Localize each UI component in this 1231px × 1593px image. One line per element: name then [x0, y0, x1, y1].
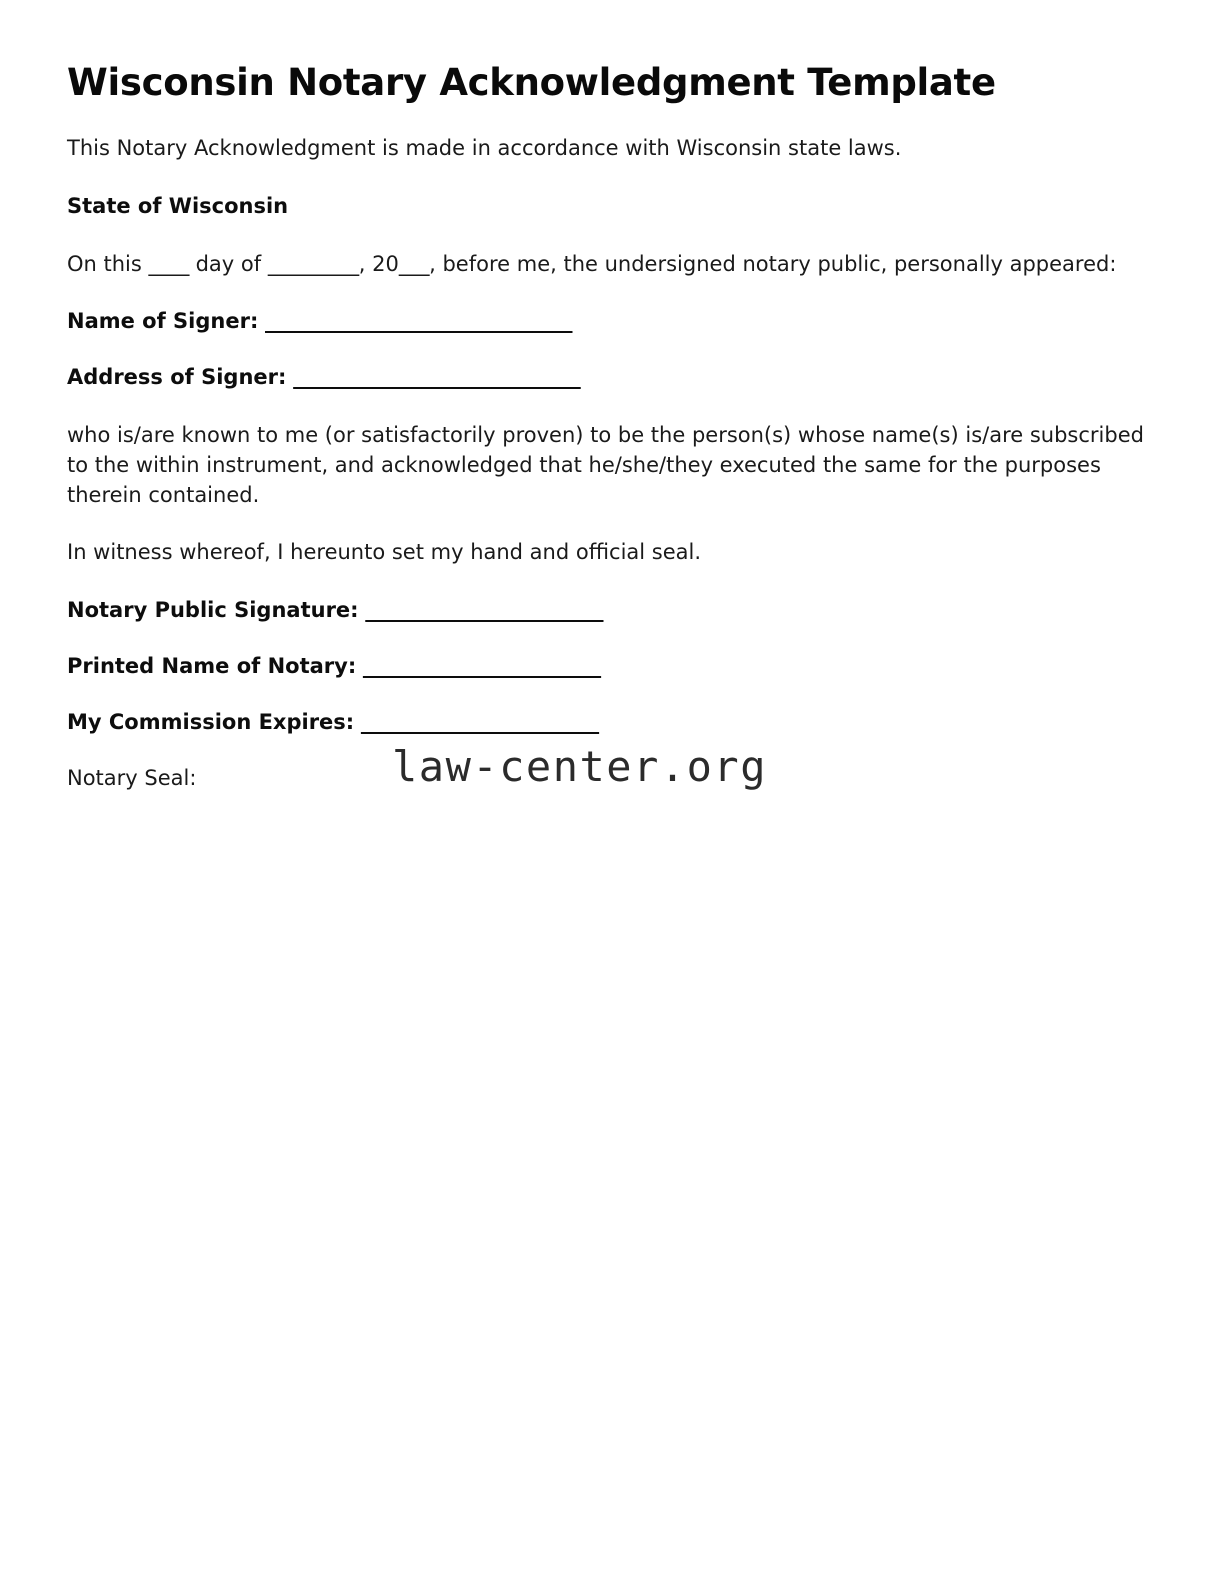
- year-prefix: , 20: [358, 251, 399, 276]
- month-blank-field[interactable]: _________: [267, 251, 359, 276]
- printed-name-label: Printed Name of Notary:: [67, 654, 357, 679]
- commission-expires-label: My Commission Expires:: [67, 709, 355, 734]
- notary-signature-input[interactable]: ________________________: [365, 598, 603, 623]
- spacer: [67, 393, 1147, 421]
- date-line-middle: day of: [188, 251, 268, 276]
- page-title: Wisconsin Notary Acknowledgment Template: [67, 61, 996, 104]
- document-content: [67, 62, 1147, 793]
- name-of-signer-row: [67, 307, 1147, 337]
- site-watermark: law-center.org: [392, 741, 768, 791]
- spacer: [67, 279, 1147, 307]
- spacer: [67, 222, 1147, 250]
- printed-name-input[interactable]: ________________________: [362, 654, 601, 679]
- notary-seal-label: Notary Seal:: [67, 765, 197, 790]
- notary-signature-row: [67, 596, 1147, 626]
- spacer: [67, 510, 1147, 538]
- spacer: [67, 337, 1147, 363]
- spacer: [67, 568, 1147, 596]
- address-of-signer-label: Address of Signer:: [67, 365, 287, 390]
- spacer: [67, 626, 1147, 652]
- date-line-suffix: , before me, the undersigned notary public, personally appeared:: [429, 251, 1117, 276]
- name-of-signer-label: Name of Signer:: [67, 309, 259, 334]
- state-heading: State of Wisconsin: [67, 193, 289, 218]
- spacer: [67, 105, 1147, 134]
- year-blank-field[interactable]: ___: [398, 251, 430, 276]
- notary-signature-label: Notary Public Signature:: [67, 598, 359, 623]
- intro-paragraph: This Notary Acknowledgment is made in accordance with Wisconsin state laws.: [67, 135, 902, 160]
- witness-paragraph: In witness whereof, I hereunto set my hand and official seal.: [67, 540, 702, 565]
- printed-name-row: [67, 652, 1147, 682]
- acknowledgment-paragraph: who is/are known to me (or satisfactorily proven) to be the person(s) whose name(s) is/are subscribed to the within instrument, and acknowledged that he/she/they executed the same for the purposes therein contained.: [67, 422, 1144, 507]
- spacer: [67, 682, 1147, 708]
- name-of-signer-input[interactable]: _______________________________: [265, 309, 572, 334]
- notary-seal-row: [67, 741, 1147, 794]
- address-of-signer-row: [67, 363, 1147, 393]
- spacer: [67, 164, 1147, 192]
- day-blank-field[interactable]: ____: [148, 251, 189, 276]
- date-line-prefix: On this: [67, 251, 149, 276]
- commission-expires-input[interactable]: ________________________: [360, 709, 599, 734]
- commission-expires-row: [67, 708, 1147, 738]
- date-line-paragraph: [67, 250, 1147, 280]
- address-of-signer-input[interactable]: _____________________________: [293, 365, 581, 390]
